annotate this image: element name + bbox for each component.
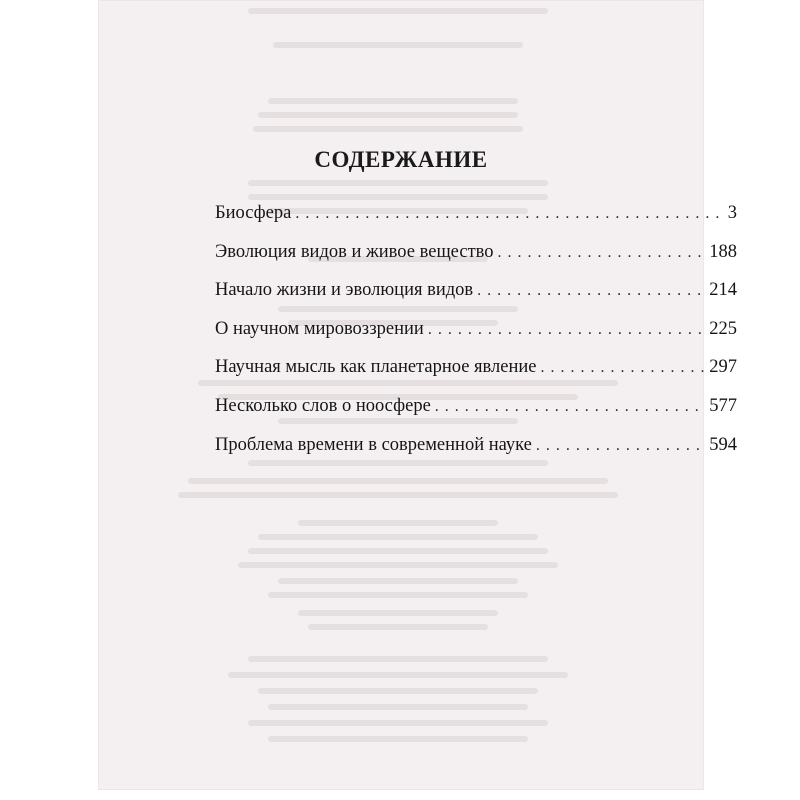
toc-entry-page: 214 [709,280,737,301]
toc-entry[interactable] [215,314,737,353]
toc-entry-page: 577 [709,395,737,416]
toc-entry-page: 297 [709,357,737,378]
toc-entry[interactable] [215,352,737,391]
toc-entry-title: О научном мировоззрении [215,318,424,339]
leader-dots [536,431,705,461]
table-of-contents [215,198,737,468]
toc-entry-title: Несколько слов о ноосфере [215,395,431,416]
toc-entry-title: Проблема времени в современной науке [215,434,532,455]
toc-entry[interactable] [215,430,737,469]
leader-dots [428,315,705,345]
toc-entry[interactable] [215,237,737,276]
toc-entry-page: 3 [727,203,737,223]
leader-dots [498,238,706,268]
toc-entry-page: 594 [709,434,737,455]
toc-entry[interactable] [215,275,737,314]
toc-entry-title: Начало жизни и эволюция видов [215,280,474,301]
contents-heading: СОДЕРЖАНИЕ [314,147,488,172]
toc-entry-page: 225 [709,318,737,339]
leader-dots [295,199,723,229]
leader-dots [435,392,705,422]
leader-dots [477,276,705,306]
book-page [98,0,737,790]
toc-entry-title: Биосфера [215,203,292,223]
toc-entry-page: 188 [709,241,737,262]
toc-entry[interactable] [215,198,737,237]
leader-dots [541,353,706,383]
toc-entry[interactable] [215,391,737,430]
toc-entry-title: Эволюция видов и живое вещество [215,241,494,262]
toc-entry-title: Научная мысль как планетарное явление [215,357,537,378]
